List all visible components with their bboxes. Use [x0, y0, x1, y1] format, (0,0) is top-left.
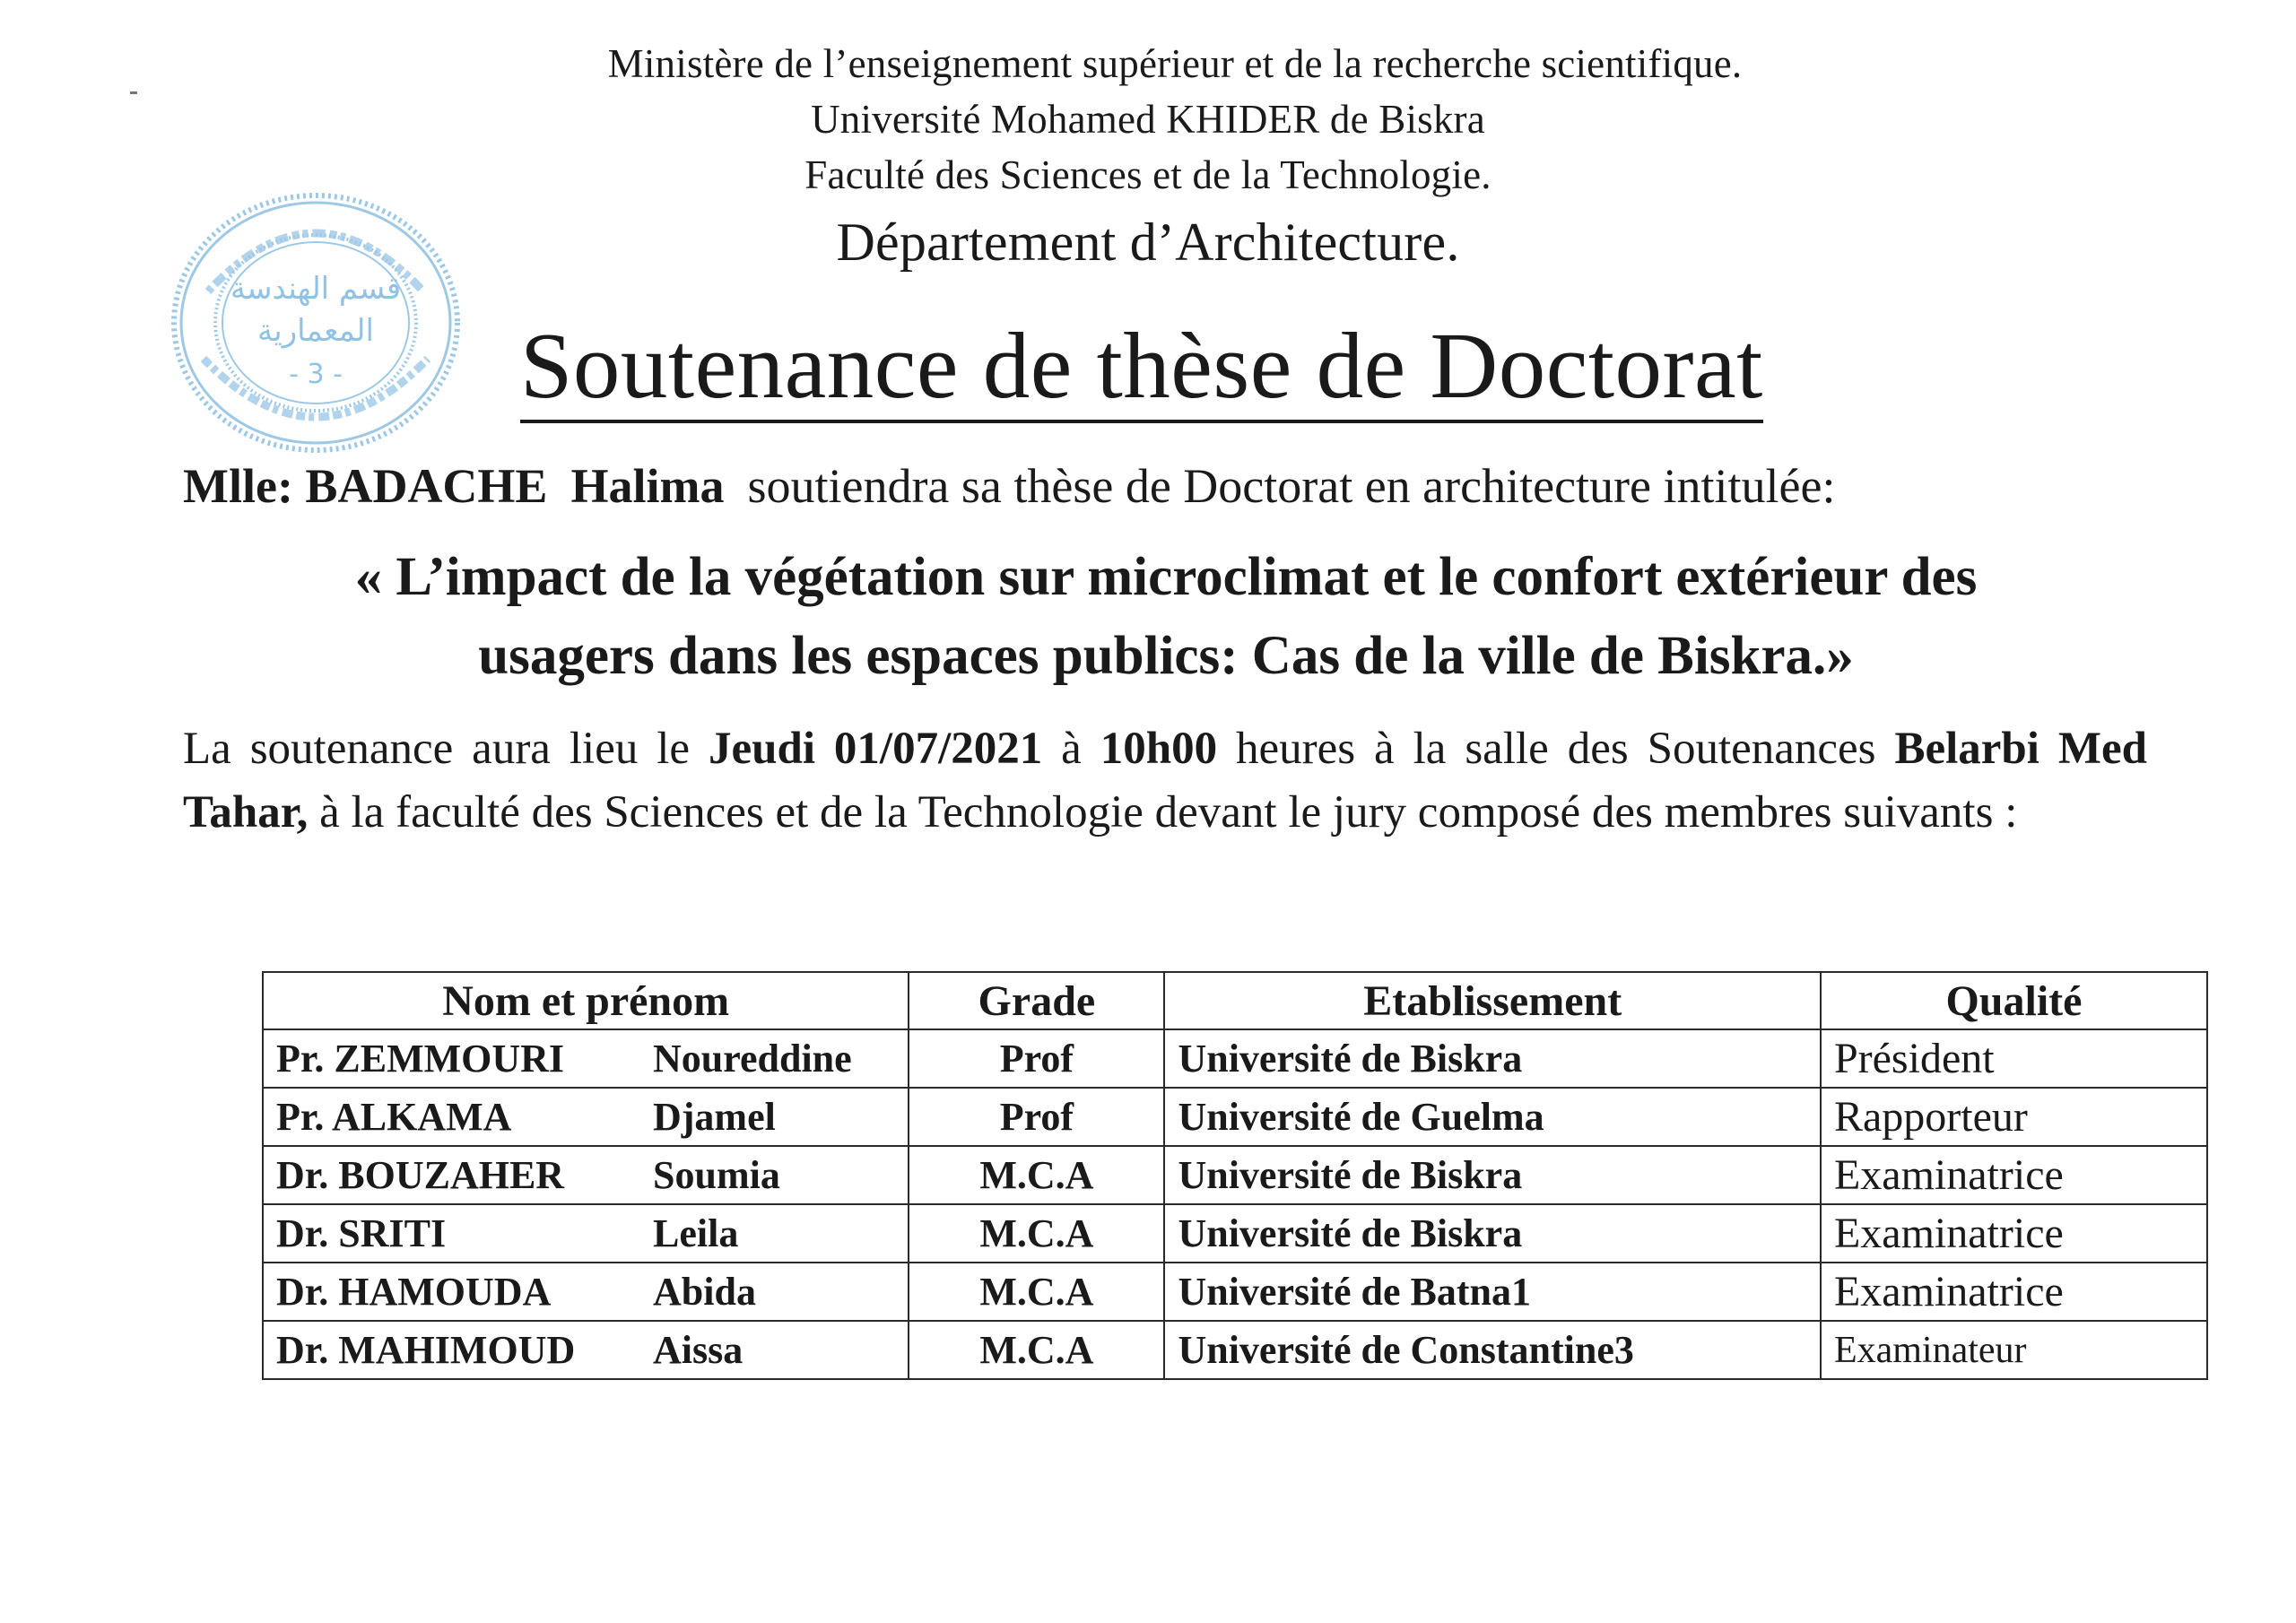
defense-date: Jeudi 01/07/2021	[708, 724, 1043, 774]
member-name	[263, 1146, 909, 1204]
member-name	[263, 1204, 909, 1263]
member-grade: M.C.A	[909, 1146, 1164, 1204]
table-row	[263, 1088, 2207, 1146]
details-text-3: heures à la salle des Soutenances	[1217, 724, 1895, 774]
member-name	[263, 1029, 909, 1088]
defense-room: Belarbi Med Tahar,	[183, 724, 2147, 838]
member-etablissement: Université de Guelma	[1164, 1088, 1820, 1146]
jury-table	[262, 971, 2208, 1380]
member-name	[263, 1088, 909, 1146]
header-qualite: Qualité	[1821, 972, 2207, 1029]
header-name: Nom et prénom	[263, 972, 909, 1029]
member-grade: M.C.A	[909, 1321, 1164, 1379]
member-grade: M.C.A	[909, 1263, 1164, 1321]
table-row	[263, 1146, 2207, 1204]
defense-time: 10h00	[1100, 724, 1218, 774]
member-firstname: Leila	[653, 1211, 739, 1255]
member-name	[263, 1321, 909, 1379]
member-name	[263, 1263, 909, 1321]
member-etablissement: Université de Biskra	[1164, 1029, 1820, 1088]
department-line: Département d’Architecture.	[836, 213, 1460, 272]
member-lastname: Dr. BOUZAHER	[276, 1153, 565, 1197]
header-etablissement: Etablissement	[1164, 972, 1820, 1029]
page-title: Soutenance de thèse de Doctorat	[520, 312, 1763, 423]
member-etablissement: Université de Biskra	[1164, 1146, 1820, 1204]
details-text-4: à la faculté des Sciences et de la Technologie devant le jury composé des membres suivants :	[308, 787, 2018, 838]
details-text-2: à	[1042, 724, 1100, 774]
member-lastname: Dr. HAMOUDA	[276, 1270, 552, 1314]
ministry-line: Ministère de l’enseignement supérieur et de la recherche scientifique.	[607, 41, 1743, 86]
table-row	[263, 1029, 2207, 1088]
header-grade: Grade	[909, 972, 1164, 1029]
department-stamp	[163, 184, 468, 462]
thesis-title-line-1: « L’impact de la végétation sur microclimat et le confort extérieur des	[354, 547, 1978, 607]
table-row	[263, 1263, 2207, 1321]
member-firstname: Soumia	[653, 1153, 780, 1197]
member-qualite: Examinatrice	[1821, 1263, 2207, 1321]
member-qualite: Examinatrice	[1821, 1204, 2207, 1263]
jury-header-row	[263, 972, 2207, 1029]
stamp-number: - 3 -	[289, 359, 343, 390]
member-etablissement: Université de Batna1	[1164, 1263, 1820, 1321]
member-qualite: Rapporteur	[1821, 1088, 2207, 1146]
member-lastname: Dr. SRITI	[276, 1211, 447, 1255]
member-firstname: Abida	[653, 1270, 756, 1314]
member-firstname: Aissa	[653, 1328, 744, 1372]
table-row	[263, 1321, 2207, 1379]
stamp-text-2: المعمارية	[257, 313, 374, 349]
member-firstname: Noureddine	[653, 1037, 852, 1081]
member-lastname: Dr. MAHIMOUD	[276, 1328, 576, 1372]
candidate-text: soutiendra sa thèse de Doctorat en architecture intitulée:	[747, 459, 1836, 513]
defense-details	[183, 717, 2147, 845]
member-etablissement: Université de Biskra	[1164, 1204, 1820, 1263]
details-text-1: La soutenance aura lieu le	[183, 724, 709, 774]
university-line: Université Mohamed KHIDER de Biskra	[811, 97, 1485, 142]
thesis-title-line-2: usagers dans les espaces publics: Cas de la ville de Biskra.»	[478, 626, 1854, 686]
member-qualite: Examinateur	[1821, 1321, 2207, 1379]
table-row	[263, 1204, 2207, 1263]
member-lastname: Pr. ZEMMOURI	[276, 1037, 565, 1081]
member-firstname: Djamel	[653, 1095, 776, 1139]
faculty-line: Faculté des Sciences et de la Technologie.	[804, 152, 1492, 197]
member-qualite: Président	[1821, 1029, 2207, 1088]
candidate-firstname: Halima	[570, 459, 725, 513]
member-lastname: Pr. ALKAMA	[276, 1095, 512, 1139]
member-etablissement: Université de Constantine3	[1164, 1321, 1820, 1379]
member-grade: Prof	[909, 1029, 1164, 1088]
candidate-name: Mlle: BADACHE	[183, 459, 548, 513]
stamp-text-1: قسم الهندسة	[230, 271, 402, 307]
member-grade: Prof	[909, 1088, 1164, 1146]
member-qualite: Examinatrice	[1821, 1146, 2207, 1204]
thesis-title	[179, 538, 2152, 696]
member-grade: M.C.A	[909, 1204, 1164, 1263]
candidate-line	[183, 453, 2156, 519]
